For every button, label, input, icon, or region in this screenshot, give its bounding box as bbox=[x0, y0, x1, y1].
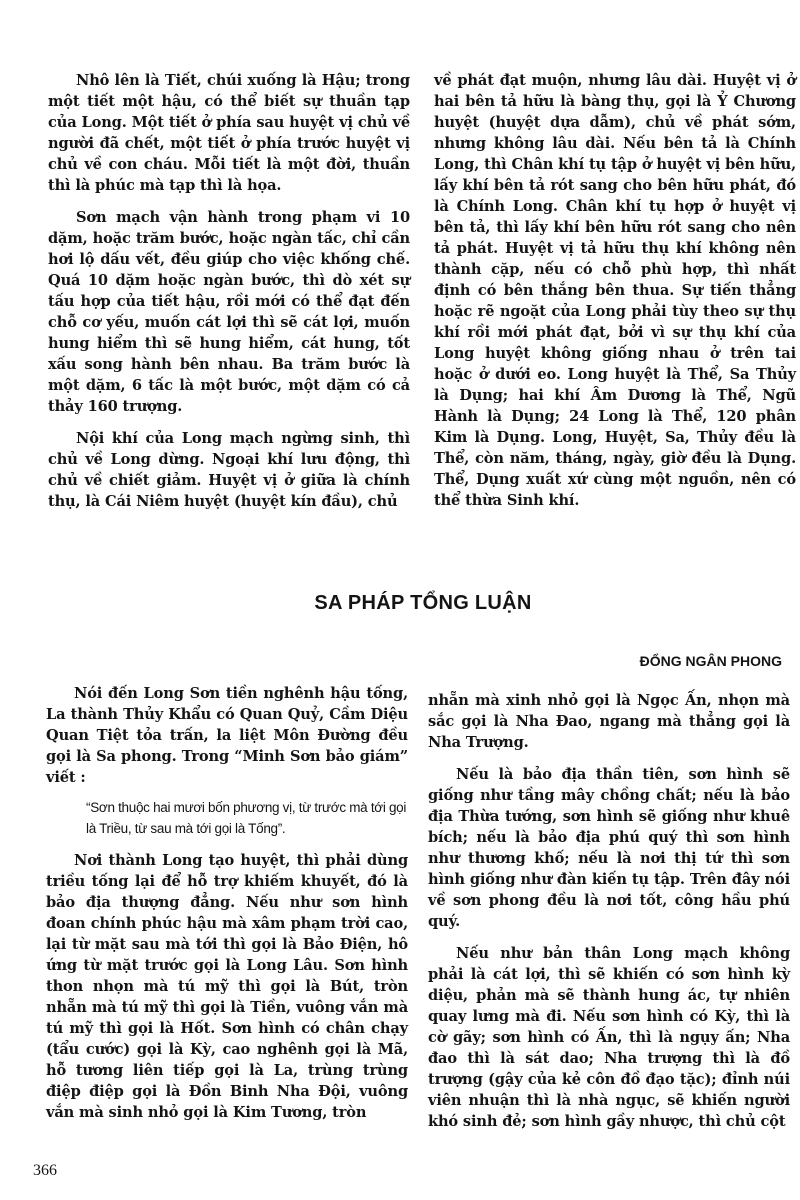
paragraph: Nếu là bảo địa thần tiên, sơn hình sẽ giống như tầng mây chồng chất; nếu là bảo địa Thừa tướng, sơn hình sẽ giống như khuê bích; nếu là bảo địa phú quý thì sơn hình như thương khố; nếu là nơi thị tứ thì sơn hình giống như đàn kiến tụ tập. Trên đây nói về sơn phong đều là nơi tốt, công hầu phú quý. bbox=[428, 766, 790, 930]
paragraph-continued: về phát đạt muộn, nhưng lâu dài. Huyệt vị ở hai bên tả hữu là bàng thụ, gọi là Ỷ Chương huyệt (huyệt dựa dẫm), chủ về phát sớm, nhưng không lâu dài. Nếu bên tả là Chính Long, thì Chân khí tụ tập ở huyệt vị bên hữu, lấy khí bên tả rót sang cho bên hữu phát, đó là Chính Long. Chân khí tụ hợp ở huyệt vị bên tả, thì lấy khí bên hữu rót sang cho nên tả phát. Huyệt vị tả hữu thụ khí không nên thành cặp, nếu có chỗ phù hợp, thì nhất định có bên thắng bên thua. Sự tiến thẳng hoặc rẽ ngoặt của Long phải tùy theo sự thụ khí rồi mới phát đạt, bởi vì sự thụ khí của Long huyệt không giống nhau ở trên tai hoặc ở dưới eo. Long huyệt là Thể, Sa Thủy là Dụng; hai khí Âm Dương là Thể, Ngũ Hành là Dụng; 24 Long là Thể, 120 phân Kim là Dụng. Long, Huyệt, Sa, Thủy đều là Thể, còn năm, tháng, ngày, giờ đều là Dụng. Thể, Dụng xuất xứ cùng một nguồn, nên có thể thừa Sinh khí. bbox=[434, 72, 796, 509]
block-quote: “Sơn thuộc hai mươi bốn phương vị, từ trước mà tới gọi là Triều, từ sau mà tới gọi là Tống”. bbox=[86, 800, 407, 836]
page-number: 366 bbox=[33, 1162, 57, 1179]
paragraph: Sơn mạch vận hành trong phạm vi 10 dặm, hoặc trăm bước, hoặc ngàn tấc, chỉ cần hơi lộ dấu vết, đều giúp cho việc khống chế. Quá 10 dặm hoặc ngàn bước, thì dò xét sự tấu hợp của tiết hậu, rồi mới có thể đạt đến chỗ cơ yếu, muốn cát lợi thì sẽ cát lợi, muốn hung hiểm thì sẽ hung hiểm, cát hung, tốt xấu song hành bên nhau. Ba trăm bước là một dặm, 6 tấc là một bước, một dặm có cả thảy 160 trượng. bbox=[48, 209, 410, 415]
bottom-right-column bbox=[428, 690, 790, 1132]
top-right-column bbox=[434, 70, 796, 511]
paragraph: Nói đến Long Sơn tiền nghênh hậu tống, La thành Thủy Khẩu có Quan Quỷ, Cầm Diệu Quan Tiệt tỏa trấn, la liệt Môn Đường đều gọi là Sa phong. Trong “Minh Sơn bảo giám” viết : bbox=[46, 685, 408, 786]
paragraph: Nội khí của Long mạch ngừng sinh, thì chủ về Long dừng. Ngoại khí lưu động, thì chủ về chiết giảm. Huyệt vị ở giữa là chính thụ, là Cái Niêm huyệt (huyệt kín đầu), chủ bbox=[48, 430, 410, 510]
top-left-column bbox=[48, 70, 410, 512]
bottom-left-column bbox=[46, 683, 408, 1123]
paragraph: Nhô lên là Tiết, chúi xuống là Hậu; trong một tiết một hậu, có thể biết sự thuần tạp của Long. Một tiết ở phía sau huyệt vị chủ về người đã chết, một tiết ở phía trước huyệt vị chủ về con cháu. Mỗi tiết là một đời, thuần thì là phúc mà tạp thì là họa. bbox=[48, 72, 410, 194]
paragraph: Nơi thành Long tạo huyệt, thì phải dùng triều tống lại để hỗ trợ khiếm khuyết, đó là bảo địa thượng đẳng. Nếu như sơn hình đoan chính phúc hậu mà xâm phạm trời cao, lại từ mặt sau mà tới thì gọi là Bảo Điện, hô ứng từ mặt trước gọi là Long Lâu. Sơn hình thon nhọn mà tú mỹ thì gọi là Bút, tròn nhẵn mà tú mỹ thì gọi là Tiền, vuông vắn mà tú mỹ thì gọi là Hốt. Sơn hình có chân chạy (tẩu cước) gọi là Kỳ, cao nghênh gọi là Mã, hỗ tương liên tiếp gọi là La, trùng trùng điệp điệp gọi là Đồn Binh Nha Đội, vuông vắn mà sinh nhỏ gọi là Kim Tương, tròn bbox=[46, 852, 408, 1121]
paragraph: Nếu như bản thân Long mạch không phải là cát lợi, thì sẽ khiến có sơn hình kỳ diệu, phản mà sẽ thành hung ác, tự nhiên quay lưng mà đi. Nếu sơn hình có Kỳ, thì là cờ gãy; sơn hình có Ấn, thì là ngụy ấn; Nha đao thì là sát dao; Nha trượng thì là đồ trượng (gậy của kẻ côn đồ đạo tặc); đỉnh núi viên nhuận thì là nhà ngục, sẽ khiến người khó sinh đẻ; sơn hình gầy nhược, thì chủ cột bbox=[428, 945, 790, 1130]
author-name: ĐỔNG NGÂN PHONG bbox=[639, 653, 782, 669]
section-title: SA PHÁP TỔNG LUẬN bbox=[314, 592, 532, 614]
paragraph-continued: nhẵn mà xinh nhỏ gọi là Ngọc Ấn, nhọn mà sắc gọi là Nha Đao, ngang mà thẳng gọi là Nha Trượng. bbox=[428, 692, 790, 751]
